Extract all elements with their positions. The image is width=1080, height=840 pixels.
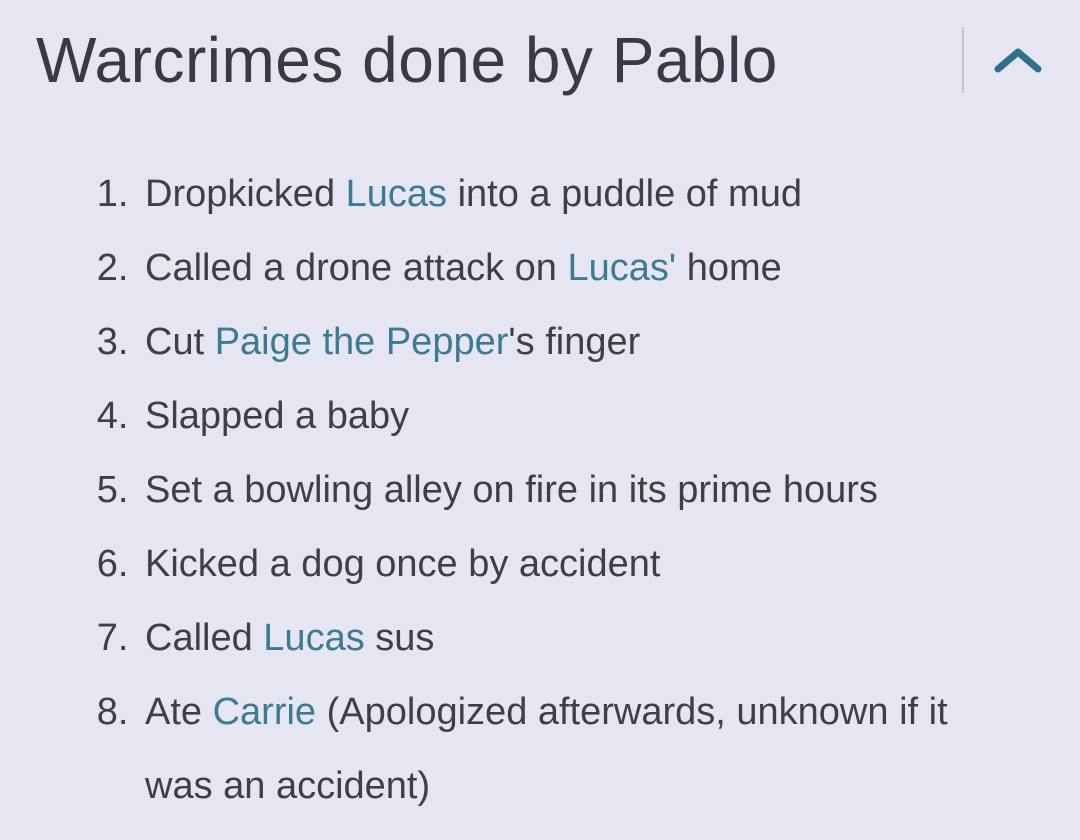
text-segment: Kicked a dog once by accident [145, 543, 661, 585]
list-item [139, 527, 979, 601]
text-segment: into a puddle of mud [447, 173, 802, 215]
header-divider [962, 27, 964, 93]
list-item [139, 453, 979, 527]
wiki-link[interactable]: Lucas [263, 617, 365, 659]
text-segment: home [676, 247, 782, 289]
list-item [139, 305, 979, 379]
list-item [139, 601, 979, 675]
list-item [139, 379, 979, 453]
list-item [139, 675, 979, 823]
list-item [139, 157, 979, 231]
section-title: Warcrimes done by Pablo [36, 24, 778, 96]
header-controls [962, 27, 1044, 93]
text-segment: Dropkicked [145, 173, 346, 215]
text-segment: Slapped a baby [145, 395, 410, 437]
warcrimes-list [36, 157, 979, 823]
text-segment: sus [364, 617, 435, 659]
chevron-up-icon [993, 45, 1043, 75]
collapse-toggle-button[interactable] [992, 40, 1044, 80]
text-segment: Called a drone attack on [145, 247, 568, 289]
text-segment: (Apologized afterwards, unknown if it was an accident) [145, 691, 948, 807]
section-header [36, 22, 1044, 98]
text-segment: Set a bowling alley on fire in its prime hours [145, 469, 878, 511]
wiki-link[interactable]: Paige the Pepper [214, 321, 509, 363]
text-segment: Ate [145, 691, 213, 733]
wiki-link[interactable]: Lucas [345, 173, 448, 215]
text-segment: Called [145, 617, 264, 659]
list-item [139, 231, 979, 305]
wiki-link[interactable]: Lucas' [567, 247, 677, 289]
wiki-link[interactable]: Carrie [212, 691, 317, 733]
text-segment: Cut [145, 321, 215, 363]
text-segment: 's finger [508, 321, 641, 363]
